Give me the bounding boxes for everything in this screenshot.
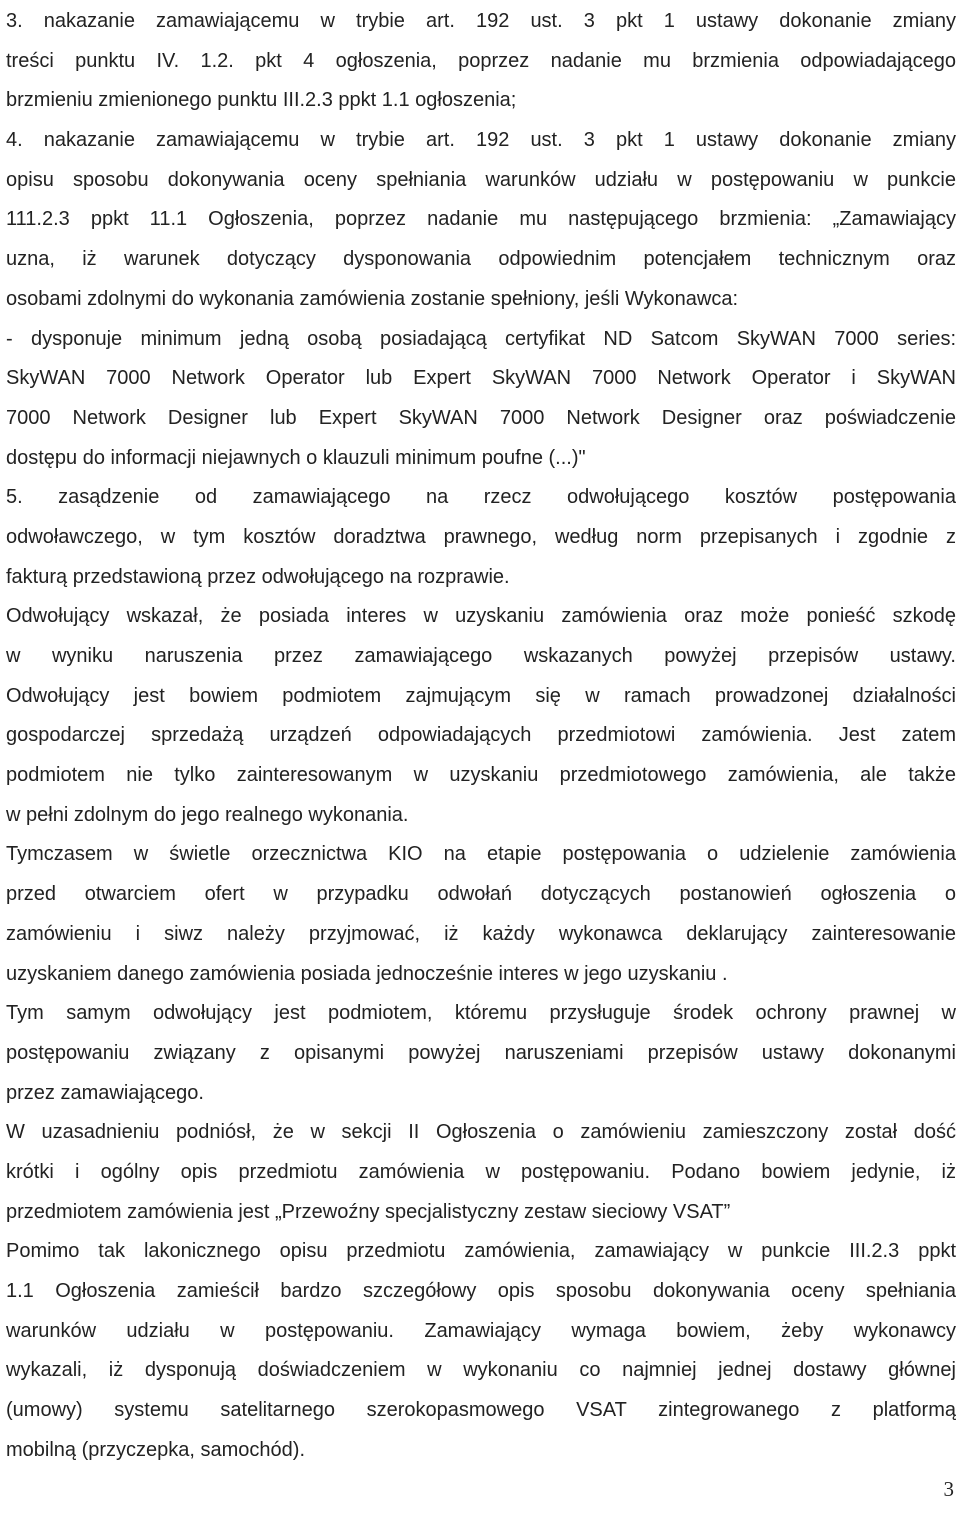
- text-line: podmiotem nie tylko zainteresowanym w uzyskaniu przedmiotowego zamówienia, ale także: [6, 764, 956, 787]
- text-line: fakturą przedstawioną przez odwołującego na rozprawie.: [6, 565, 510, 588]
- text-line: uzyskaniem danego zamówienia posiada jednocześnie interes w jego uzyskaniu .: [6, 962, 728, 985]
- text-line: 4. nakazanie zamawiającemu w trybie art. 192 ust. 3 pkt 1 ustawy dokonanie zmiany: [6, 129, 956, 152]
- text-line: przed otwarciem ofert w przypadku odwołań dotyczących postanowień ogłoszenia o: [6, 883, 956, 906]
- text-line: w wyniku naruszenia przez zamawiającego wskazanych powyżej przepisów ustawy.: [6, 645, 956, 667]
- text-line: warunków udziału w postępowaniu. Zamawiający wymaga bowiem, żeby wykonawcy: [6, 1319, 956, 1342]
- document-body: [6, 2, 956, 1470]
- text-line: gospodarczej sprzedażą urządzeń odpowiadających przedmiotowi zamówienia. Jest zatem: [6, 724, 956, 747]
- text-line: 3. nakazanie zamawiającemu w trybie art. 192 ust. 3 pkt 1 ustawy dokonanie zmiany: [6, 10, 956, 32]
- text-line: 1.1 Ogłoszenia zamieścił bardzo szczegółowy opis sposobu dokonywania oceny spełniania: [6, 1280, 956, 1302]
- text-line: postępowaniu związany z opisanymi powyżej naruszeniami przepisów ustawy dokonanymi: [6, 1041, 956, 1064]
- text-line: opisu sposobu dokonywania oceny spełniania warunków udziału w postępowaniu w punkcie: [6, 168, 956, 191]
- text-line: krótki i ogólny opis przedmiotu zamówienia w postępowaniu. Podano bowiem jedynie, iż: [6, 1160, 956, 1183]
- text-line: - dysponuje minimum jedną osobą posiadającą certyfikat ND Satcom SkyWAN 7000 series:: [6, 327, 956, 350]
- text-line: 5. zasądzenie od zamawiającego na rzecz odwołującego kosztów postępowania: [6, 486, 956, 509]
- text-line: dostępu do informacji niejawnych o klauzuli minimum poufne (...)": [6, 446, 586, 469]
- text-line: Tym samym odwołujący jest podmiotem, któremu przysługuje środek ochrony prawnej w: [6, 1002, 956, 1025]
- text-line: SkyWAN 7000 Network Operator lub Expert SkyWAN 7000 Network Operator i SkyWAN: [6, 367, 956, 390]
- text-line: uzna, iż warunek dotyczący dysponowania odpowiednim potencjałem technicznym oraz: [6, 248, 956, 271]
- text-line: wykazali, iż dysponują doświadczeniem w wykonaniu co najmniej jednej dostawy głównej: [6, 1359, 956, 1382]
- text-line: W uzasadnieniu podniósł, że w sekcji II Ogłoszenia o zamówieniu zamieszczony został dość: [6, 1121, 956, 1144]
- text-line: brzmieniu zmienionego punktu III.2.3 ppkt 1.1 ogłoszenia;: [6, 89, 517, 112]
- text-line: Odwołujący wskazał, że posiada interes w uzyskaniu zamówienia oraz może ponieść szkodę: [6, 605, 956, 628]
- text-line: osobami zdolnymi do wykonania zamówienia zostanie spełniony, jeśli Wykonawca:: [6, 287, 739, 310]
- text-line: (umowy) systemu satelitarnego szerokopasmowego VSAT zintegrowanego z platformą: [6, 1399, 956, 1422]
- text-line: przez zamawiającego.: [6, 1081, 204, 1104]
- text-line: 7000 Network Designer lub Expert SkyWAN 7000 Network Designer oraz poświadczenie: [6, 406, 956, 429]
- text-line: w pełni zdolnym do jego realnego wykonania.: [6, 803, 409, 826]
- text-line: Pomimo tak lakonicznego opisu przedmiotu zamówienia, zamawiający w punkcie III.2.3 ppkt: [6, 1240, 956, 1263]
- text-line: odwoławczego, w tym kosztów doradztwa prawnego, według norm przepisanych i zgodnie z: [6, 525, 956, 548]
- text-line: zamówieniu i siwz należy przyjmować, iż każdy wykonawca deklarujący zainteresowanie: [6, 922, 956, 945]
- text-line: mobilną (przyczepka, samochód).: [6, 1438, 306, 1461]
- text-line: treści punktu IV. 1.2. pkt 4 ogłoszenia, poprzez nadanie mu brzmienia odpowiadającego: [6, 49, 956, 72]
- text-line: Odwołujący jest bowiem podmiotem zajmującym się w ramach prowadzonej działalności: [6, 684, 956, 707]
- text-line: przedmiotem zamówienia jest „Przewoźny specjalistyczny zestaw sieciowy VSAT”: [6, 1200, 731, 1223]
- text-line: Tymczasem w świetle orzecznictwa KIO na etapie postępowania o udzielenie zamówienia: [6, 843, 956, 866]
- text-line: 111.2.3 ppkt 11.1 Ogłoszenia, poprzez nadanie mu następującego brzmienia: „Zamawiający: [6, 208, 956, 231]
- page-number: 3: [943, 1477, 954, 1501]
